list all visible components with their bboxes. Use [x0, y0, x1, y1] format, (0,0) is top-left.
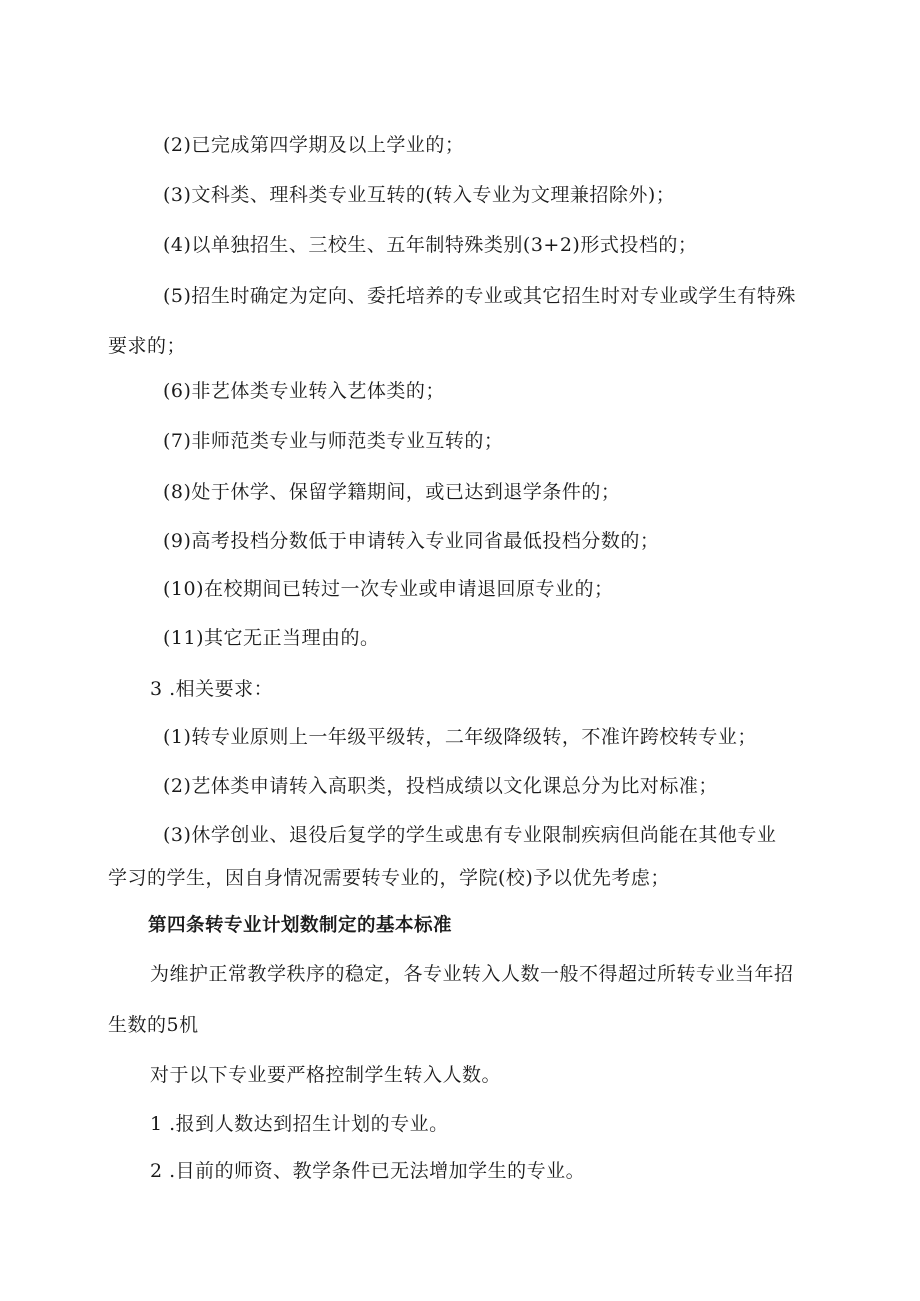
list-item-continuation: 学习的学生，因自身情况需要转专业的，学院(校)予以优先考虑；	[108, 867, 670, 889]
section-heading: 3 .相关要求：	[150, 678, 274, 700]
list-item: (7)非师范类专业与师范类专业互转的；	[163, 430, 504, 452]
article-heading: 第四条转专业计划数制定的基本标准	[148, 915, 453, 936]
list-item: (6)非艺体类专业转入艺体类的；	[163, 380, 445, 402]
list-item: (2)艺体类申请转入高职类，投档成绩以文化课总分为比对标准；	[163, 775, 718, 797]
list-item: (3)文科类、理科类专业互转的(转入专业为文理兼招除外)；	[163, 184, 676, 206]
list-item: 2 .目前的师资、教学条件已无法增加学生的专业。	[150, 1160, 586, 1182]
list-item: (1)转专业原则上一年级平级转，二年级降级转，不准许跨校转专业；	[163, 726, 757, 748]
list-item: (2)已完成第四学期及以上学业的；	[163, 134, 465, 156]
list-item-continuation: 要求的；	[108, 335, 187, 357]
list-item: (5)招生时确定为定向、委托培养的专业或其它招生时对专业或学生有特殊	[163, 285, 796, 307]
list-item: 1 .报到人数达到招生计划的专业。	[150, 1113, 449, 1135]
paragraph: 对于以下专业要严格控制学生转入人数。	[150, 1064, 502, 1086]
list-item: (9)高考投档分数低于申请转入专业同省最低投档分数的；	[163, 530, 660, 552]
list-item: (10)在校期间已转过一次专业或申请退回原专业的；	[163, 578, 614, 600]
paragraph-continuation: 生数的5机	[108, 1014, 199, 1036]
list-item: (8)处于休学、保留学籍期间，或已达到退学条件的；	[163, 481, 621, 503]
list-item: (3)休学创业、退役后复学的学生或患有专业限制疾病但尚能在其他专业	[163, 824, 777, 846]
paragraph: 为维护正常教学秩序的稳定，各专业转入人数一般不得超过所转专业当年招	[150, 963, 794, 985]
list-item: (4)以单独招生、三校生、五年制特殊类别(3+2)形式投档的；	[163, 234, 698, 256]
list-item: (11)其它无正当理由的。	[163, 627, 380, 649]
